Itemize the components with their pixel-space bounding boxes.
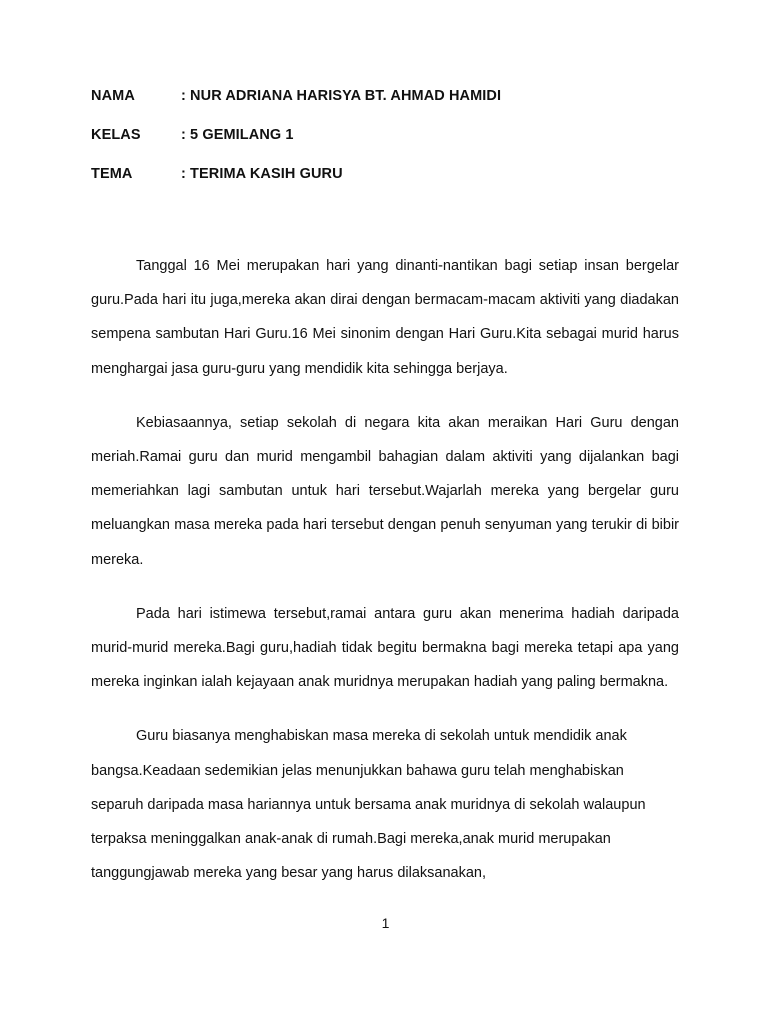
paragraph-3: Pada hari istimewa tersebut,ramai antara guru akan menerima hadiah daripada murid-murid mereka.Bagi guru,hadiah tidak begitu bermakna bagi mereka tetapi apa yang mereka inginkan ialah kejayaan anak muridnya merupakan hadiah yang paling bermakna. bbox=[91, 605, 679, 691]
nama-value: : NUR ADRIANA HARISYA BT. AHMAD HAMIDI bbox=[181, 88, 502, 104]
header-row-tema bbox=[91, 166, 691, 205]
kelas-value: : 5 GEMILANG 1 bbox=[181, 127, 294, 143]
nama-label: NAMA bbox=[91, 88, 135, 104]
essay-body bbox=[91, 249, 679, 910]
paragraph-1: Tanggal 16 Mei merupakan hari yang dinanti-nantikan bagi setiap insan bergelar guru.Pada hari itu juga,mereka akan dirai dengan bermacam-macam aktiviti yang diadakan sempena sambutan Hari Guru.16 Mei sinonim dengan Hari Guru.Kita sebagai murid harus menghargai jasa guru-guru yang mendidik kita sehingga berjaya. bbox=[91, 258, 679, 377]
header-row-nama bbox=[91, 88, 691, 127]
tema-label: TEMA bbox=[91, 166, 133, 182]
header-row-kelas bbox=[91, 127, 691, 166]
page-number: 1 bbox=[381, 915, 390, 931]
paragraph-4: Guru biasanya menghabiskan masa mereka di sekolah untuk mendidik anak bangsa.Keadaan sedemikian jelas menunjukkan bahawa guru telah menghabiskan separuh daripada masa hariannya untuk bersama anak muridnya di sekolah walaupun terpaksa meninggalkan anak-anak di rumah.Bagi mereka,anak murid merupakan tanggungjawab mereka yang besar yang harus dilaksanakan, bbox=[91, 728, 646, 882]
document-header bbox=[91, 88, 691, 205]
tema-value: : TERIMA KASIH GURU bbox=[181, 166, 343, 182]
kelas-label: KELAS bbox=[91, 127, 141, 143]
paragraph-2: Kebiasaannya, setiap sekolah di negara kita akan meraikan Hari Guru dengan meriah.Ramai guru dan murid mengambil bahagian dalam aktiviti yang dijalankan bagi memeriahkan lagi sambutan untuk hari tersebut.Wajarlah mereka yang bergelar guru meluangkan masa mereka pada hari tersebut dengan penuh senyuman yang terukir di bibir mereka. bbox=[91, 414, 679, 568]
